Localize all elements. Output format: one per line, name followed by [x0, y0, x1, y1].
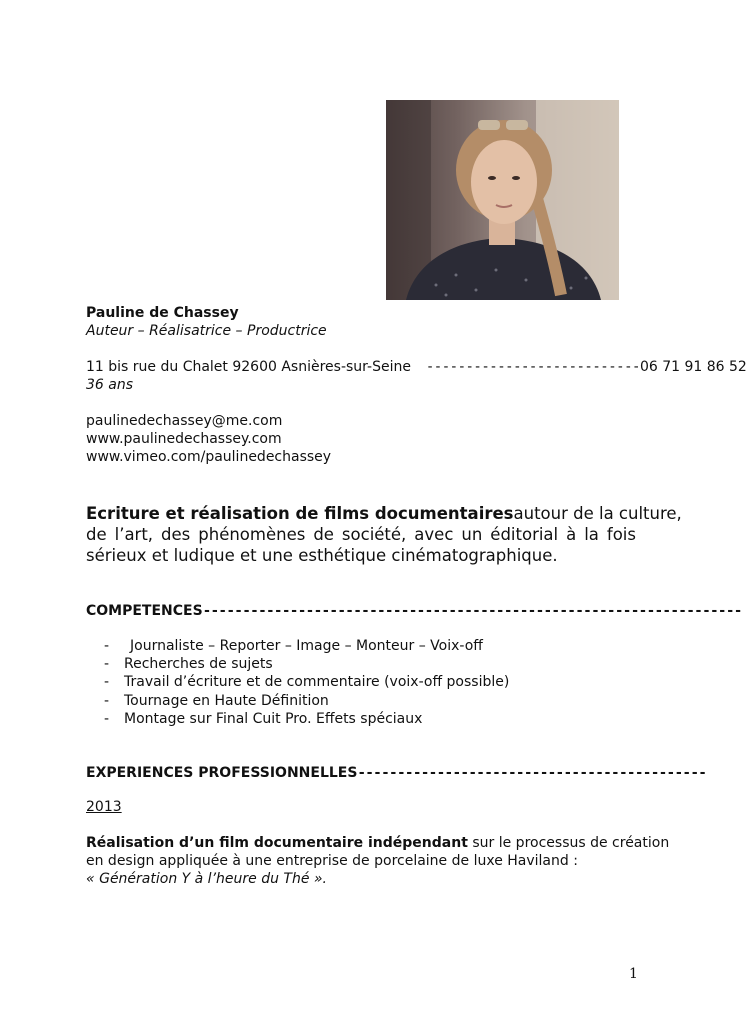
summary-line-3: sérieux et ludique et une esthétique cinématographique. [86, 546, 558, 565]
list-item: - Travail d’écriture et de commentaire (voix-off possible) [104, 674, 510, 691]
competences-heading-line [86, 602, 742, 620]
profile-photo [386, 100, 619, 300]
experiences-heading-line [86, 764, 706, 782]
summary-line-1 [86, 503, 682, 524]
website-link[interactable]: www.paulinedechassey.com [86, 431, 282, 447]
list-item: - Journaliste – Reporter – Image – Monteur – Voix-off [104, 638, 483, 654]
email-link[interactable]: paulinedechassey@me.com [86, 413, 283, 429]
summary-bold-lead: Ecriture et réalisation de films documentaires [86, 504, 514, 523]
list-item: - Tournage en Haute Définition [104, 692, 329, 709]
experience-bold-lead: Réalisation d’un film documentaire indépendant [86, 835, 468, 851]
person-name: Pauline de Chassey [86, 305, 239, 321]
portrait-photo [386, 100, 619, 300]
competences-dashes: -------------------------------------------------------------------- [202, 603, 742, 619]
age: 36 ans [86, 377, 134, 393]
experience-line-1-rest: sur le processus de création [467, 835, 670, 851]
experience-film-title: « Génération Y à l’heure du Thé ». [86, 871, 327, 887]
experiences-heading: EXPERIENCES PROFESSIONNELLES [86, 765, 358, 781]
vimeo-link[interactable]: www.vimeo.com/paulinedechassey [86, 449, 332, 465]
experiences-dashes: -------------------------------------------- [357, 765, 707, 781]
experience-line-2: en design appliquée à une entreprise de porcelaine de luxe Haviland : [86, 853, 578, 869]
summary-paragraph [86, 503, 682, 566]
experience-year: 2013 [86, 799, 122, 815]
competences-heading: COMPETENCES [86, 603, 203, 619]
list-item: - Montage sur Final Cuit Pro. Effets spéciaux [104, 710, 423, 727]
experience-line-1 [86, 834, 669, 852]
person-role: Auteur – Réalisatrice – Productrice [86, 323, 327, 339]
address-dashes: --------------------------- [425, 359, 640, 375]
list-item: - Recherches de sujets [104, 656, 273, 673]
competences-list [86, 637, 509, 728]
address-line [86, 358, 747, 376]
experience-entry [86, 834, 669, 888]
address: 11 bis rue du Chalet 92600 Asnières-sur-Seine [86, 359, 411, 375]
page-number: 1 [629, 966, 638, 982]
phone-number: 06 71 91 86 52 [639, 359, 747, 375]
summary-line-2: de l’art, des phénomènes de société, avec un éditorial à la fois [86, 525, 636, 544]
summary-line-1-rest: autour de la culture, [513, 504, 682, 523]
